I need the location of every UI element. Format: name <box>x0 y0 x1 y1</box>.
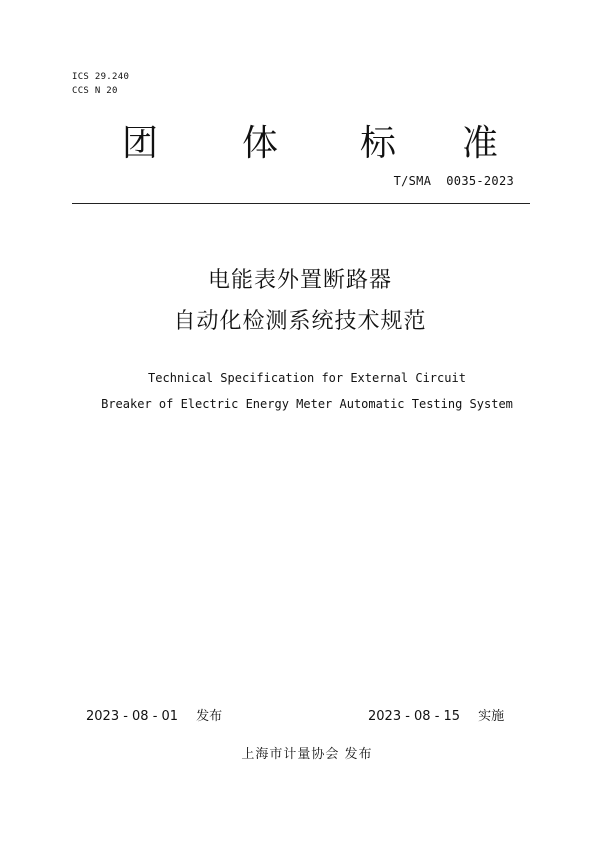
standard-type-char: 团 <box>122 123 159 164</box>
ccs-code: CCS N 20 <box>72 86 118 96</box>
standard-type-char: 准 <box>462 123 499 164</box>
publish-date: 2023 - 08 - 01 <box>86 709 179 724</box>
classification-codes <box>72 70 129 98</box>
standard-number: T/SMA 0035-2023 <box>393 174 514 188</box>
english-title-line-2: Breaker of Electric Energy Meter Automatic Testing System <box>101 397 513 411</box>
publish-label: 发布 <box>196 709 223 724</box>
chinese-title-line-2: 自动化检测系统技术规范 <box>173 309 427 334</box>
implement-date-block <box>368 708 504 726</box>
english-title-line-1: Technical Specification for External Circuit <box>148 371 466 385</box>
standard-type-char: 标 <box>360 123 397 164</box>
implement-label: 实施 <box>478 709 505 724</box>
header-divider <box>72 203 530 204</box>
standard-type-heading <box>0 120 600 170</box>
standard-type-char: 体 <box>242 123 279 164</box>
implement-date: 2023 - 08 - 15 <box>368 709 461 724</box>
ics-code: ICS 29.240 <box>72 72 130 82</box>
publish-date-block <box>86 708 222 726</box>
chinese-title-line-1: 电能表外置断路器 <box>207 268 392 293</box>
publisher-line: 上海市计量协会 发布 <box>241 747 373 762</box>
